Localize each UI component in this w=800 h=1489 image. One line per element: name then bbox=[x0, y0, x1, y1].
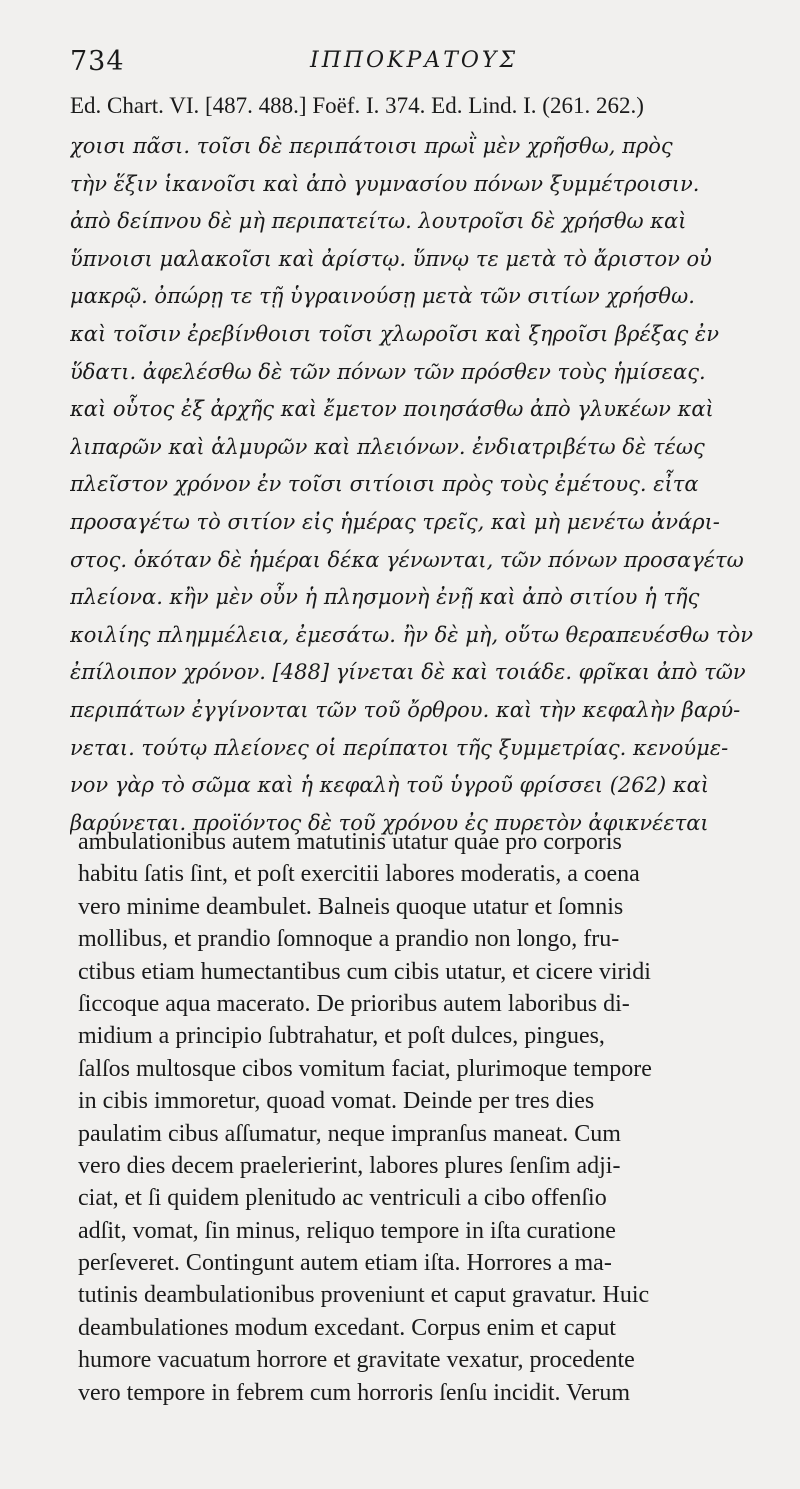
latin-text-line: mollibus, et prandio ſomnoque a prandio non longo, fru- bbox=[78, 926, 620, 953]
latin-text-block bbox=[78, 826, 768, 1409]
greek-text-line: κοιλίης πλημμέλεια, ἐμεσάτω. ἢν δὲ μὴ, οὕτω θεραπευέσθω τὸν bbox=[70, 622, 753, 647]
greek-text-line: ἐπίλοιπον χρόνον. [488] γίνεται δὲ καὶ τοιάδε. φρῖκαι ἀπὸ τῶν bbox=[70, 660, 746, 685]
greek-text-block bbox=[70, 128, 770, 842]
greek-text-line: ὕδατι. ἀφελέσθω δὲ τῶν πόνων τῶν πρόσθεν τοὺς ἡμίσεας. bbox=[70, 359, 706, 384]
greek-text-line: νεται. τούτῳ πλείονες οἱ περίπατοι τῆς ξυμμετρίας. κενούμε- bbox=[70, 735, 729, 760]
latin-text-line: ſiccoque aqua macerato. De prioribus autem laboribus di- bbox=[78, 990, 630, 1017]
greek-text-line: περιπάτων ἐγγίνονται τῶν τοῦ ὄρθρου. καὶ τὴν κεφαλὴν βαρύ- bbox=[70, 697, 741, 722]
latin-text-line: tutinis deambulationibus proveniunt et caput gravatur. Huic bbox=[78, 1282, 650, 1309]
greek-text-line: νον γὰρ τὸ σῶμα καὶ ἡ κεφαλὴ τοῦ ὑγροῦ φρίσσει (262) καὶ bbox=[70, 773, 710, 798]
latin-text-line: vero dies decem praelerierint, labores plures ſenſim adji- bbox=[78, 1152, 621, 1179]
latin-text-line: perſeveret. Contingunt autem etiam iſta. Horrores a ma- bbox=[78, 1250, 612, 1277]
greek-text-line: ἀπὸ δείπνου δὲ μὴ περιπατείτω. λουτροῖσι δὲ χρήσθω καὶ bbox=[70, 209, 687, 234]
greek-text-line: προσαγέτω τὸ σιτίον εἰς ἡμέρας τρεῖς, καὶ μὴ μενέτω ἀνάρι- bbox=[70, 509, 720, 534]
latin-text-line: deambulationes modum excedant. Corpus enim et caput bbox=[78, 1314, 616, 1341]
latin-text-line: paulatim cibus aſſumatur, neque impranſus maneat. Cum bbox=[78, 1120, 621, 1147]
latin-text-line: ciat, et ſi quidem plenitudo ac ventriculi a cibo offenſio bbox=[78, 1185, 607, 1212]
greek-text-line: μακρῷ. ὀπώρῃ τε τῇ ὑγραινούσῃ μετὰ τῶν σιτίων χρήσθω. bbox=[70, 284, 695, 309]
latin-text-line: ſalſos multosque cibos vomitum faciat, plurimoque tempore bbox=[78, 1055, 652, 1082]
section-gap bbox=[70, 800, 770, 801]
page-header bbox=[70, 46, 770, 86]
latin-text-line: humore vacuatum horrore et gravitate vexatur, procedente bbox=[78, 1347, 635, 1374]
latin-text-line: habitu ſatis ſint, et poſt exercitii labores moderatis, a coena bbox=[78, 861, 640, 888]
latin-text-line: ambulationibus autem matutinis utatur quae pro corporis bbox=[78, 829, 622, 855]
edition-reference: Ed. Chart. VI. [487. 488.] Foëf. I. 374. Ed. Lind. I. (261. 262.) bbox=[70, 93, 644, 118]
greek-text-line: πλεῖστον χρόνον ἐν τοῖσι σιτίοισι πρὸς τοὺς ἐμέτους. εἶτα bbox=[70, 472, 699, 497]
latin-text-line: adſit, vomat, ſin minus, reliquo tempore in iſta curatione bbox=[78, 1217, 616, 1244]
greek-text-line: λιπαρῶν καὶ ἁλμυρῶν καὶ πλειόνων. ἐνδιατριβέτω δὲ τέως bbox=[70, 434, 705, 459]
latin-text-line: ctibus etiam humectantibus cum cibis utatur, et cicere viridi bbox=[78, 958, 651, 985]
latin-text-line: midium a principio ſubtrahatur, et poſt dulces, pingues, bbox=[78, 1023, 605, 1050]
greek-text-line: τὴν ἕξιν ἱκανοῖσι καὶ ἀπὸ γυμνασίου πόνων ξυμμέτροισιν. bbox=[70, 171, 700, 196]
greek-text-line: βαρύνεται. προϊόντος δὲ τοῦ χρόνου ἐς πυρετὸν ἀφικνέεται bbox=[70, 810, 709, 835]
greek-text-line: στος. ὁκόταν δὲ ἡμέραι δέκα γένωνται, τῶν πόνων προσαγέτω bbox=[70, 547, 744, 572]
running-title: ΙΠΠΟΚΡΑΤΟΥΣ bbox=[310, 48, 519, 73]
greek-text-line: πλείονα. κἢν μὲν οὖν ἡ πλησμονὴ ἐνῇ καὶ ἀπὸ σιτίου ἡ τῆς bbox=[70, 585, 700, 610]
latin-text-line: vero tempore in febrem cum horroris ſenſu incidit. Verum bbox=[78, 1379, 631, 1406]
greek-text-line: καὶ οὗτος ἐξ ἀρχῆς καὶ ἔμετον ποιησάσθω ἀπὸ γλυκέων καὶ bbox=[70, 397, 714, 422]
greek-text-line: ὕπνοισι μαλακοῖσι καὶ ἀρίστῳ. ὕπνῳ τε μετὰ τὸ ἄριστον οὐ bbox=[70, 246, 712, 271]
greek-text-line: καὶ τοῖσιν ἐρεβίνθοισι τοῖσι χλωροῖσι καὶ ξηροῖσι βρέξας ἐν bbox=[70, 321, 719, 346]
latin-text-line: vero minime deambulet. Balneis quoque utatur et ſomnis bbox=[78, 893, 624, 920]
page-number: 734 bbox=[70, 46, 125, 77]
greek-text-line: χοισι πᾶσι. τοῖσι δὲ περιπάτοισι πρωῒ μὲν χρῆσθω, πρὸς bbox=[70, 134, 673, 158]
latin-text-line: in cibis immoretur, quoad vomat. Deinde per tres dies bbox=[78, 1088, 595, 1115]
